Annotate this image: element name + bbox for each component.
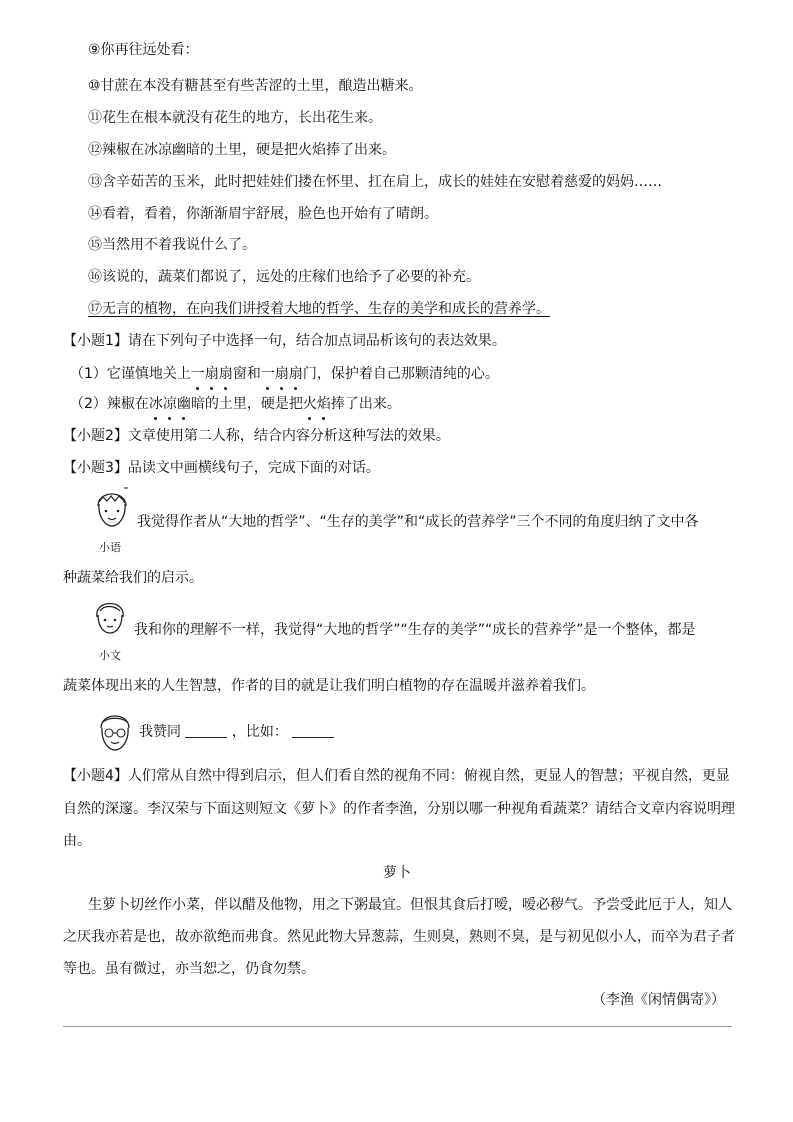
question-3-heading: 【小题3】品读文中画横线句子，完成下面的对话。	[63, 460, 380, 476]
excerpt-line-1: 生萝卜切丝作小菜，伴以醋及他物，用之下粥最宜。但恨其食后打嗳，嗳必秽气。予尝受此厄于人，知人	[88, 897, 732, 913]
sentence-1-suffix: 门，保护着自己那颗清纯的心。	[302, 366, 499, 382]
paragraph-9: ⑨你再往远处看：	[88, 42, 199, 58]
question-2-heading: 【小题2】文章使用第二人称，结合内容分析这种写法的效果。	[63, 428, 450, 444]
paragraph-11: ⑪花生在根本就没有花生的地方，长出花生来。	[88, 110, 382, 126]
question-4-line-1: 【小题4】人们常从自然中得到启示，但人们看自然的视角不同：俯视自然，更显人的智慧；平视自然，更显	[63, 768, 730, 784]
sentence-2-prefix: （2）辣椒在冰凉幽暗的土里，硬是把火	[70, 396, 317, 412]
student-avatar-icon	[95, 708, 135, 754]
boy-avatar-icon	[94, 486, 130, 532]
paragraph-15: ⑮当然用不着我说什么了。	[88, 237, 256, 253]
excerpt-line-3: 等也。虽有微过，亦当恕之，仍食勿禁。	[63, 961, 315, 977]
paragraph-13: ⑬含辛茹苦的玉米，此时把娃娃们搂在怀里、扛在肩上，成长的娃娃在安慰着慈爱的妈妈……	[88, 174, 662, 190]
xiaowen-speech-line-1: 我和你的理解不一样，我觉得“大地的哲学”“生存的美学”“成长的营养学”是一个整体，都是	[134, 622, 696, 638]
paragraph-17-underlined: ⑰无言的植物，在向我们讲授着大地的哲学、生存的美学和成长的营养学。	[88, 301, 550, 317]
paragraph-16: ⑯该说的，蔬菜们都说了，远处的庄稼们也给予了必要的补充。	[88, 269, 480, 285]
xiaowen-speech-line-2: 蔬菜体现出来的人生智慧，作者的目的就是让我们明白植物的存在温暖并滋养着我们。	[63, 678, 595, 694]
xiaoyu-speech-line-1: 我觉得作者从“大地的哲学”、“生存的美学”和“成长的营养学”三个不同的角度归纳了文中各	[137, 514, 699, 530]
question-1-sentence-2	[70, 394, 401, 414]
xiaoyu-speech-line-2: 种蔬菜给我们的启示。	[63, 570, 203, 586]
paragraph-10: ⑩甘蔗在本没有糖甚至有些苦涩的土里，酿造出糖来。	[88, 78, 423, 94]
girl-avatar-icon	[92, 593, 128, 639]
excerpt-line-2: 之厌我亦若是也，故亦欲绝而弗食。然见此物大异葱蒜，生则臭，熟则不臭，是与初见似小人，而卒为君子者	[63, 929, 735, 945]
sentence-1-middle: 窗和	[232, 366, 261, 382]
answer-prefix: 我赞同	[139, 724, 181, 740]
speaker-name-xiaoyu: 小语	[99, 541, 121, 554]
question-4-line-2: 自然的深邃。李汉荣与下面这则短文《萝卜》的作者李渔，分别以哪一种视角看蔬菜？请结合文章内容说明理	[63, 801, 735, 817]
question-1-sentence-1	[70, 364, 499, 384]
answer-middle: ，比如：	[231, 724, 288, 740]
answer-blank-1[interactable]	[185, 723, 227, 738]
sentence-2-dotted: 焰	[316, 396, 331, 412]
dotted-word-1: 一扇扇	[190, 366, 233, 382]
excerpt-title: 萝卜	[383, 865, 411, 881]
speaker-name-xiaowen: 小文	[99, 649, 121, 662]
dotted-word-2: 一扇扇	[260, 366, 303, 382]
paragraph-14: ⑭看着，看着，你渐渐眉宇舒展，脸色也开始有了晴朗。	[88, 206, 438, 222]
paragraph-12: ⑫辣椒在冰凉幽暗的土里，硬是把火焰捧了出来。	[88, 142, 396, 158]
excerpt-source: （李渔《闲情偶寄》）	[592, 992, 725, 1008]
question-4-line-3: 由。	[63, 833, 91, 849]
answer-line	[139, 722, 334, 742]
answer-blank-2[interactable]	[292, 723, 334, 738]
page-divider	[63, 1026, 732, 1027]
question-1-heading: 【小题1】请在下列句子中选择一句，结合加点词品析该句的表达效果。	[63, 333, 506, 349]
sentence-1-prefix: （1）它谨慎地关上	[70, 366, 191, 382]
sentence-2-suffix: 捧了出来。	[330, 396, 401, 412]
